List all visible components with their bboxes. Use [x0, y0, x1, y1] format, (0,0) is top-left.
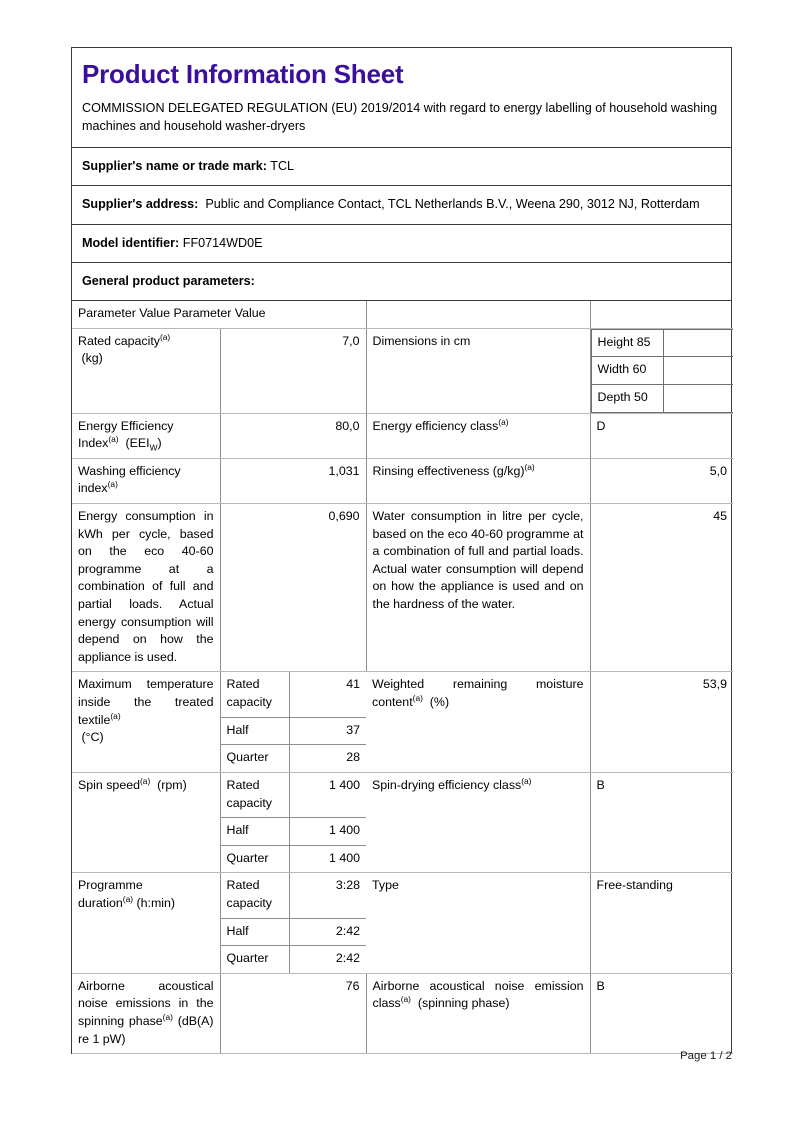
sub-row-value: 41	[290, 672, 366, 717]
moisture-content-unit: (%)	[429, 695, 450, 710]
airborne-noise-value-cell	[220, 973, 366, 1053]
rated-capacity-label-cell	[72, 328, 220, 413]
airborne-noise-label: Airborne acoustical noise emissions in the spinning phase	[78, 978, 214, 1028]
footnote-marker: (a)	[122, 893, 134, 904]
max-temperature-subtable	[221, 672, 367, 771]
max-temperature-unit: (°C)	[81, 730, 104, 745]
eei-symbol-subscript: W	[149, 442, 158, 453]
footnote-marker: (a)	[498, 416, 509, 427]
dimension-depth: Depth 50	[591, 384, 663, 412]
table-header-text: Parameter Value Parameter Value	[78, 306, 266, 321]
supplier-name-label: Supplier's name or trade mark:	[82, 159, 267, 174]
title-block	[72, 48, 731, 91]
model-identifier-row	[72, 225, 731, 263]
spin-speed-subtable	[221, 773, 367, 872]
general-parameters-label: General product parameters:	[82, 273, 255, 288]
washing-efficiency-value-cell	[220, 458, 366, 503]
sub-row	[221, 845, 367, 872]
eei-symbol-close: )	[157, 436, 162, 451]
table-row	[72, 328, 733, 413]
page-footer	[71, 1050, 732, 1062]
moisture-content-label: Weighted remaining moisture content	[372, 677, 584, 710]
sub-row	[221, 717, 367, 745]
type-value: Free-standing	[596, 878, 673, 893]
washing-efficiency-value: 1,031	[328, 463, 360, 478]
programme-duration-subtable	[221, 873, 367, 972]
sub-row-value: 2:42	[335, 951, 360, 966]
water-consumption-value-cell	[590, 503, 733, 671]
rated-capacity-value: 7,0	[342, 333, 360, 348]
sub-row	[221, 773, 367, 818]
energy-consumption-value-cell	[220, 503, 366, 671]
supplier-name-value: TCL	[270, 159, 295, 174]
rinsing-label: Rinsing effectiveness (g/kg)	[372, 463, 525, 478]
energy-consumption-value: 0,690	[328, 508, 360, 523]
dimensions-label: Dimensions in cm	[372, 333, 471, 348]
energy-class-label: Energy efficiency class	[372, 418, 499, 433]
sub-row-label: Rated capacity	[221, 773, 290, 818]
table-row	[72, 503, 733, 671]
water-consumption-value: 45	[713, 508, 727, 523]
footnote-marker: (a)	[412, 692, 423, 703]
footnote-marker: (a)	[521, 775, 532, 786]
eei-value: 80,0	[335, 418, 360, 433]
dimension-row	[591, 384, 733, 412]
spin-speed-label: Spin speed	[78, 777, 141, 792]
sub-row-value: 28	[346, 750, 360, 765]
table-header-spacer-e	[590, 301, 733, 328]
washing-efficiency-label-cell	[72, 458, 220, 503]
supplier-address-row	[72, 186, 731, 224]
energy-class-value: D	[596, 418, 606, 433]
table-row	[72, 413, 733, 458]
regulation-text: COMMISSION DELEGATED REGULATION (EU) 2019/2014 with regard to energy labelling of household washing machines and household washer-dryers	[82, 100, 718, 133]
table-row	[72, 973, 733, 1053]
sub-row-label: Half	[221, 918, 290, 946]
sub-row-label: Half	[221, 818, 290, 846]
table-row	[72, 672, 733, 772]
supplier-address-label: Supplier's address:	[82, 197, 199, 212]
table-row	[72, 458, 733, 503]
sub-row-value: 1 400	[290, 818, 366, 846]
programme-duration-label: Programme duration	[78, 878, 143, 910]
dimensions-cell	[590, 328, 733, 413]
airborne-noise-value: 76	[345, 978, 360, 993]
eei-label-cell	[72, 413, 220, 458]
product-information-sheet	[71, 47, 732, 1054]
supplier-name-row	[72, 148, 731, 186]
spin-class-value-cell	[590, 772, 733, 872]
dimension-row	[591, 329, 733, 357]
dimension-height-blank	[663, 329, 733, 357]
spin-class-value: B	[596, 777, 605, 792]
airborne-noise-unit: (dB(A) re 1 pW)	[78, 1013, 214, 1046]
supplier-address-value: Public and Compliance Contact, TCL Netherlands B.V., Weena 290, 3012 NJ, Rotterdam	[205, 197, 700, 212]
eei-value-cell	[220, 413, 366, 458]
programme-duration-subtable-cell	[220, 873, 366, 973]
spin-speed-subtable-cell	[220, 772, 366, 872]
dimensions-table	[591, 329, 734, 413]
model-identifier-label: Model identifier:	[82, 235, 180, 250]
table-header-spacer-d	[366, 301, 590, 328]
table-header-spacer-c	[293, 301, 366, 328]
rated-capacity-value-cell	[220, 328, 366, 413]
sub-row	[221, 745, 367, 772]
footnote-marker: (a)	[162, 1011, 173, 1022]
dimension-width: Width 60	[591, 357, 663, 385]
sub-row-label: Quarter	[221, 845, 290, 872]
rated-capacity-label: Rated capacity	[78, 333, 160, 348]
footnote-marker: (a)	[524, 461, 535, 472]
sub-row	[221, 818, 367, 846]
sub-row-value: 1 400	[290, 773, 366, 818]
moisture-content-value-cell	[590, 672, 733, 772]
table-header-cell	[72, 301, 293, 328]
footnote-marker: (a)	[110, 710, 121, 721]
sub-row	[221, 918, 367, 946]
spin-speed-label-cell	[72, 772, 220, 872]
sub-row	[221, 672, 367, 717]
general-parameters-row	[72, 263, 731, 301]
sub-row-label: Rated capacity	[221, 873, 290, 918]
energy-class-label-cell	[366, 413, 590, 458]
rinsing-value-cell	[590, 458, 733, 503]
type-label-cell	[366, 873, 590, 973]
noise-class-unit: (spinning phase)	[417, 996, 510, 1011]
programme-duration-unit: (h:min)	[136, 895, 176, 910]
rinsing-label-cell	[366, 458, 590, 503]
sub-row-label: Half	[221, 717, 290, 745]
max-temperature-label-cell	[72, 672, 220, 772]
energy-consumption-label-cell: Energy consumption in kWh per cycle, based on the eco 40-60 programme at a combination of full and partial loads. Actual energy consumption will depend on how the appliance is used.	[72, 503, 220, 671]
table-row	[72, 772, 733, 872]
dimensions-label-cell	[366, 328, 590, 413]
sub-row-label: Quarter	[221, 946, 290, 973]
programme-duration-label-cell	[72, 873, 220, 973]
sub-row-value: 2:42	[290, 918, 366, 946]
sub-row-label: Quarter	[221, 745, 290, 772]
max-temperature-label: Maximum temperature inside the treated textile	[78, 677, 214, 727]
footnote-marker: (a)	[108, 434, 119, 445]
moisture-content-value: 53,9	[702, 677, 727, 692]
sub-row-label: Rated capacity	[221, 672, 290, 717]
max-temperature-subtable-cell	[220, 672, 366, 772]
energy-class-value-cell	[590, 413, 733, 458]
page-number: Page 1 / 2	[680, 1050, 732, 1062]
water-consumption-label-cell: Water consumption in litre per cycle, based on the eco 40-60 programme at a combination of full and partial loads. Actual water consumption will depend on how the appliance is used and on the hardness of the water.	[366, 503, 590, 671]
sub-row-value: 3:28	[290, 873, 366, 918]
eei-label-line1: Energy Efficiency	[78, 418, 174, 433]
table-row	[72, 873, 733, 973]
table-header-row	[72, 301, 733, 328]
spin-class-label: Spin-drying efficiency class	[372, 777, 522, 792]
type-value-cell	[590, 873, 733, 973]
eei-symbol-open: (EEI	[125, 436, 150, 451]
dimension-row	[591, 357, 733, 385]
regulation-block	[72, 91, 731, 149]
footnote-marker: (a)	[140, 775, 151, 786]
spin-speed-unit: (rpm)	[157, 777, 187, 792]
parameters-table	[72, 301, 733, 1054]
page-title: Product Information Sheet	[82, 59, 404, 89]
sub-row-value: 37	[290, 717, 366, 745]
spin-class-label-cell	[366, 772, 590, 872]
noise-class-label-cell	[366, 973, 590, 1053]
moisture-content-label-cell	[366, 672, 590, 772]
footnote-marker: (a)	[159, 331, 171, 342]
footnote-marker: (a)	[400, 994, 411, 1005]
sub-row	[221, 946, 367, 973]
noise-class-label: Airborne acoustical noise emission class	[372, 978, 584, 1011]
rinsing-value: 5,0	[709, 463, 727, 478]
rated-capacity-unit: (kg)	[81, 351, 103, 366]
noise-class-value-cell	[590, 973, 733, 1053]
model-identifier-value: FF0714WD0E	[182, 235, 263, 250]
sub-row	[221, 873, 367, 918]
dimension-depth-blank	[663, 384, 733, 412]
eei-label-line2: Index	[78, 436, 109, 451]
dimension-height: Height 85	[591, 329, 663, 357]
washing-efficiency-label: Washing efficiency index	[78, 463, 181, 496]
footnote-marker: (a)	[107, 479, 118, 490]
sub-row-value: 1 400	[328, 850, 360, 865]
dimension-width-blank	[663, 357, 733, 385]
type-label: Type	[372, 878, 399, 893]
airborne-noise-label-cell	[72, 973, 220, 1053]
noise-class-value: B	[596, 978, 605, 993]
